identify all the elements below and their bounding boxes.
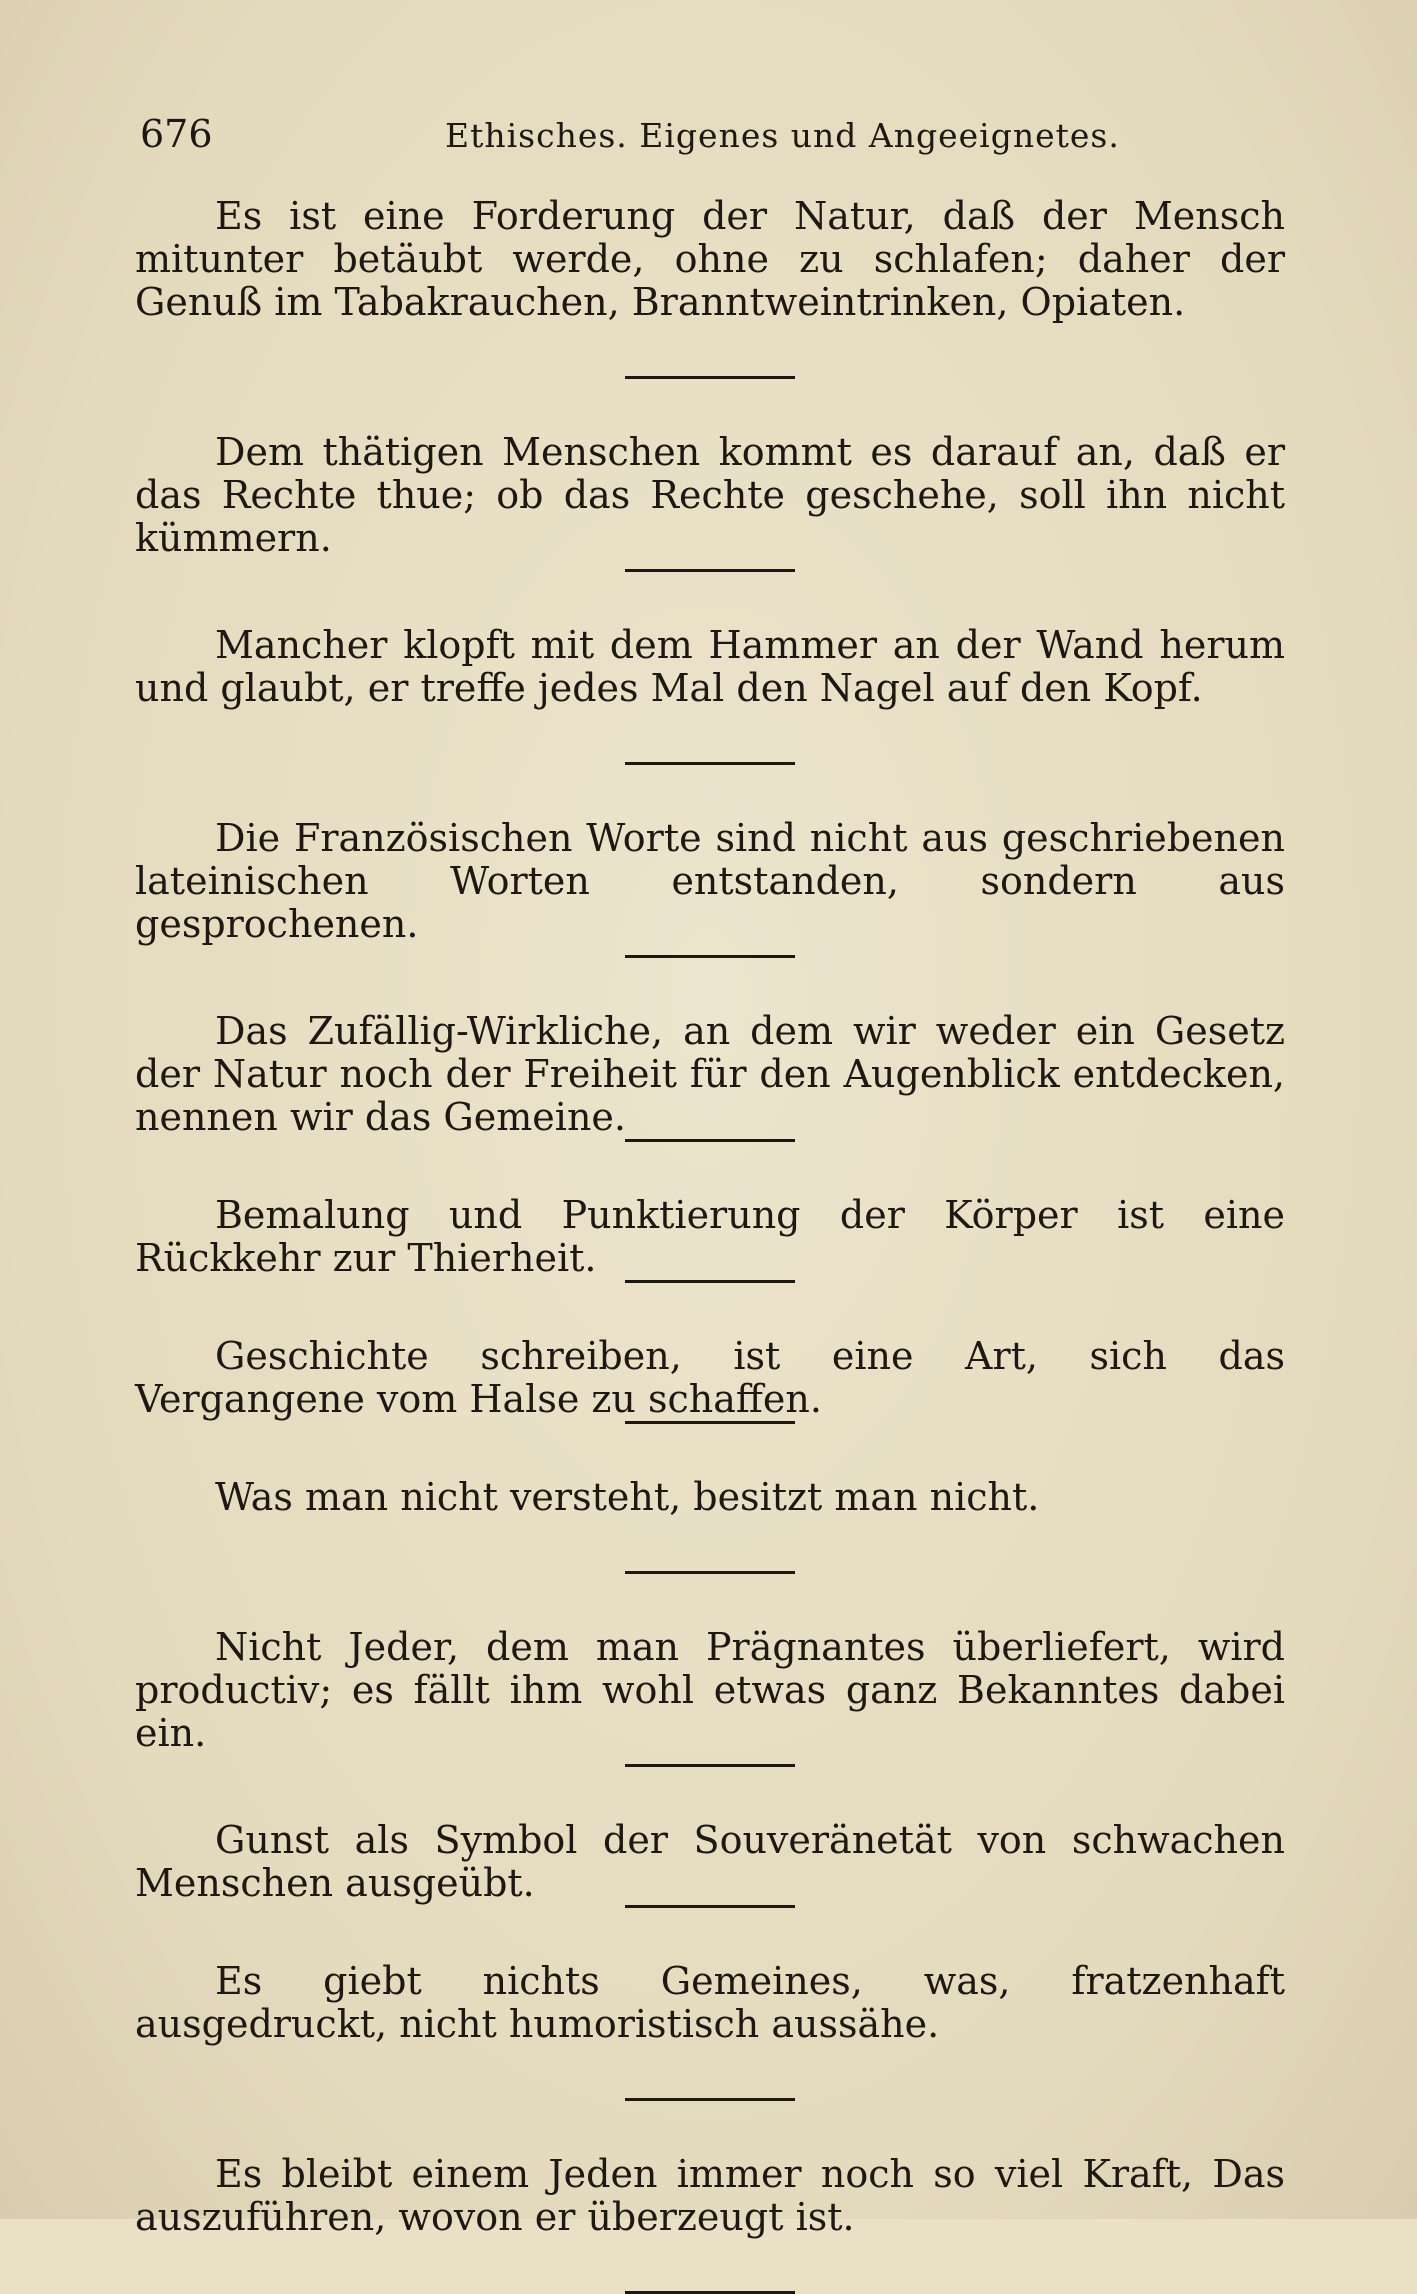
aphorism: Geschichte schreiben, ist eine Art, sich das Vergangene vom Halse zu schaffen.	[135, 1334, 1285, 1421]
aphorism: Es bleibt einem Jeden immer noch so viel Kraft, Das auszuführen, wovon er überzeugt ist.	[135, 2152, 1285, 2239]
aphorism: Das Zufällig-Wirkliche, an dem wir weder ein Gesetz der Natur noch der Freiheit für den Augenblick entdecken, nennen wir das Gemeine.	[135, 1009, 1285, 1139]
running-title: Ethisches. Eigenes und Angeeignetes.	[445, 116, 1120, 155]
aphorism: Es ist eine Forderung der Natur, daß der Mensch mitunter betäubt werde, ohne zu schlafen; daher der Genuß im Tabakrauchen, Branntweintrinken, Opiaten.	[135, 194, 1285, 324]
aphorism: Es giebt nichts Gemeines, was, fratzenhaft ausgedruckt, nicht humoristisch aussähe.	[135, 1959, 1285, 2046]
aphorism-list	[135, 195, 1285, 2294]
aphorism: Bemalung und Punktierung der Körper ist eine Rückkehr zur Thierheit.	[135, 1193, 1285, 1280]
aphorism: Gunst als Symbol der Souveränetät von schwachen Menschen ausgeübt.	[135, 1818, 1285, 1905]
aphorism: Die Französischen Worte sind nicht aus geschriebenen lateinischen Worten entstanden, sondern aus gesprochenen.	[135, 816, 1285, 946]
aphorism: Nicht Jeder, dem man Prägnantes überliefert, wird productiv; es fällt ihm wohl etwas ganz Bekanntes dabei ein.	[135, 1625, 1285, 1755]
aphorism: Was man nicht versteht, besitzt man nicht.	[215, 1475, 1040, 1519]
aphorism: Dem thätigen Menschen kommt es darauf an, daß er das Rechte thue; ob das Rechte geschehe, soll ihn nicht kümmern.	[135, 430, 1285, 560]
aphorism: Mancher klopft mit dem Hammer an der Wand herum und glaubt, er treffe jedes Mal den Nagel auf den Kopf.	[135, 623, 1285, 710]
page-number: 676	[140, 112, 213, 156]
page-header	[140, 112, 1290, 162]
